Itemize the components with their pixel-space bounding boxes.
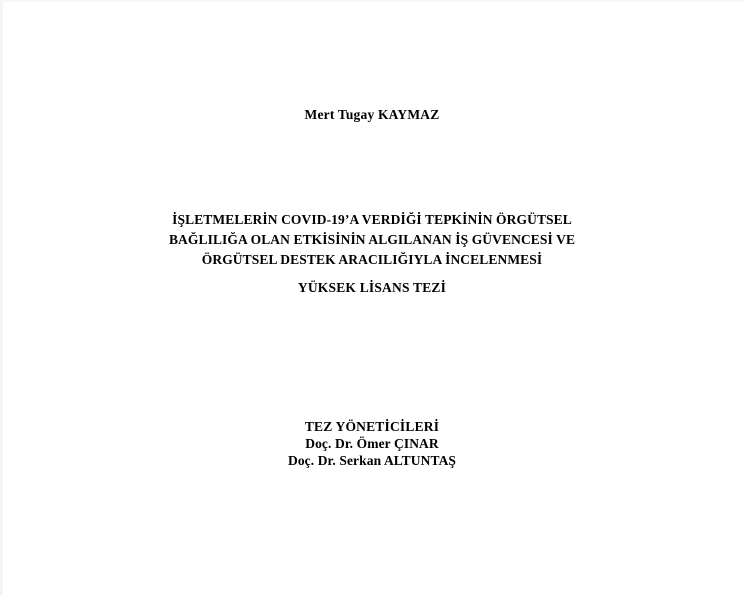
- page-left-edge-shadow: [0, 0, 3, 595]
- thesis-title-line-1: İŞLETMELERİN COVID-19’A VERDİĞİ TEPKİNİN ÖRGÜTSEL: [172, 212, 572, 227]
- thesis-title-line-3: ÖRGÜTSEL DESTEK ARACILIĞIYLA İNCELENMESİ: [201, 252, 543, 267]
- advisor-name-1: Doç. Dr. Ömer ÇINAR: [305, 436, 439, 451]
- degree-label: YÜKSEK LİSANS TEZİ: [297, 280, 447, 295]
- advisors-block: [0, 418, 744, 469]
- advisor-name-2: Doç. Dr. Serkan ALTUNTAŞ: [287, 453, 457, 468]
- thesis-title: [0, 210, 744, 270]
- page-top-edge-shadow: [0, 0, 744, 2]
- author-name: Mert Tugay KAYMAZ: [304, 107, 440, 122]
- thesis-title-line-2: BAĞLILIĞA OLAN ETKİSİNİN ALGILANAN İŞ GÜVENCESİ VE: [168, 232, 576, 247]
- advisors-heading: TEZ YÖNETİCİLERİ: [304, 419, 440, 434]
